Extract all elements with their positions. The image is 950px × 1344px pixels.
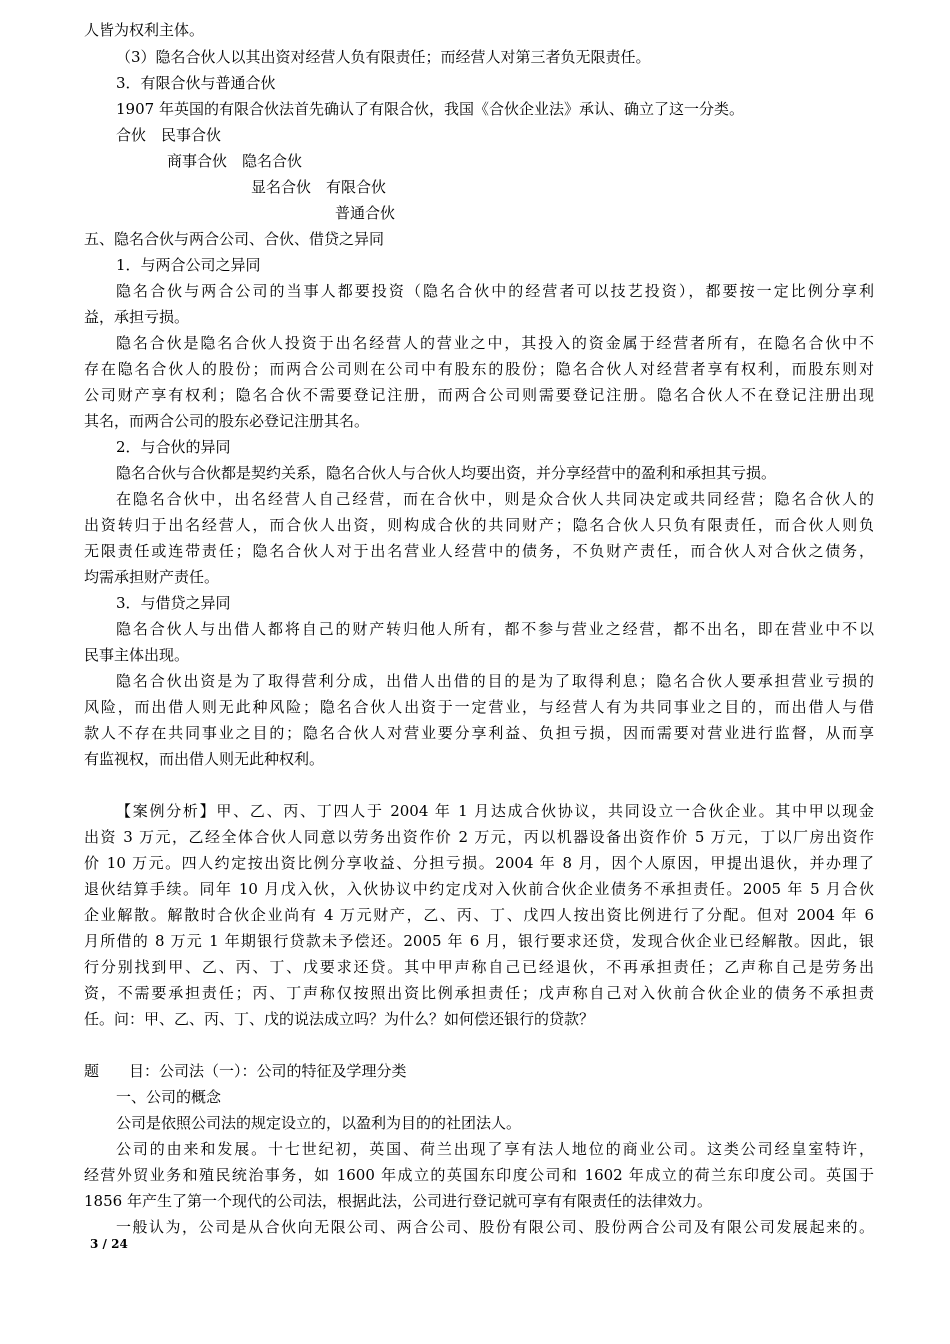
page-number: 3 / 24 [90, 1237, 128, 1251]
section-heading: 3．有限合伙与普通合伙 [116, 74, 276, 92]
text-line: 在隐名合伙中，出名经营人自己经营，而在合伙中，则是众合伙人共同决定或共同经营；隐名合伙人的 [116, 490, 874, 508]
text-line: 存在隐名合伙人的股份；而两合公司则在公司中有股东的股份；隐名合伙人对经营者享有权利，而股东则对 [84, 360, 874, 378]
text-line: 民事主体出现。 [84, 646, 190, 664]
text-line: （3）隐名合伙人以其出资对经营人负有限责任；而经营人对第三者负无限责任。 [116, 48, 651, 66]
text-line: 经营外贸业务和殖民统治事务，如 1600 年成立的英国东印度公司和 1602 年成立的荷兰东印度公司。英国于 [84, 1166, 874, 1184]
text-line: 风险，而出借人则无此种风险；隐名合伙人出资于一定营业，与经营人有为共同事业之目的，而出借人与借 [84, 698, 874, 716]
classification-line: 普通合伙 [335, 204, 396, 222]
classification-line: 商事合伙 隐名合伙 [167, 152, 303, 170]
subsection-heading: 3．与借贷之异同 [116, 594, 231, 612]
classification-line: 显名合伙 有限合伙 [251, 178, 387, 196]
text-line: 款人不存在共同事业之目的；隐名合伙人对营业要分享利益、负担亏损，因而需要对营业进行监督，从而享 [84, 724, 874, 742]
text-line: 出资转归于出名经营人，而合伙人出资，则构成合伙的共同财产；隐名合伙人只负有限责任，而合伙人则负 [84, 516, 874, 534]
text-line: 有监视权，而出借人则无此种权利。 [84, 750, 325, 768]
text-line: 1907 年英国的有限合伙法首先确认了有限合伙，我国《合伙企业法》承认、确立了这一分类。 [116, 100, 744, 118]
text-line: 其名，而两合公司的股东必登记注册其名。 [84, 412, 370, 430]
case-analysis-line: 【案例分析】甲、乙、丙、丁四人于 2004 年 1 月达成合伙协议，共同设立一合伙企业。其中甲以现金 [116, 802, 874, 820]
case-analysis-line: 任。问：甲、乙、丙、丁、戊的说法成立吗？为什么？如何偿还银行的贷款？ [84, 1010, 595, 1028]
case-analysis-line: 退伙结算手续。同年 10 月戊入伙，入伙协议中约定戊对入伙前合伙企业债务不承担责任。2005 年 5 月合伙 [84, 880, 874, 898]
case-analysis-line: 企业解散。解散时合伙企业尚有 4 万元财产，乙、丙、丁、戊四人按出资比例进行了分配。但对 2004 年 6 [84, 906, 874, 924]
topic-title: 题 目：公司法（一）：公司的特征及学理分类 [84, 1062, 407, 1080]
text-line: 1856 年产生了第一个现代的公司法，根据此法，公司进行登记就可享有有限责任的法律效力。 [84, 1192, 712, 1210]
classification-line: 合伙 民事合伙 [116, 126, 222, 144]
text-line: 益，承担亏损。 [84, 308, 190, 326]
text-line: 公司是依照公司法的规定设立的，以盈利为目的的社团法人。 [116, 1114, 522, 1132]
case-analysis-line: 资，不需要承担责任；丙、丁声称仅按照出资比例承担责任；戊声称自己对入伙前合伙企业的债务不承担责 [84, 984, 874, 1002]
text-line: 公司的由来和发展。十七世纪初，英国、荷兰出现了享有法人地位的商业公司。这类公司经皇室特许， [116, 1140, 874, 1158]
text-line: 隐名合伙人与出借人都将自己的财产转归他人所有，都不参与营业之经营，都不出名，即在营业中不以 [116, 620, 874, 638]
text-line: 隐名合伙与合伙都是契约关系，隐名合伙人与合伙人均要出资，并分享经营中的盈利和承担其亏损。 [116, 464, 777, 482]
text-line: 均需承担财产责任。 [84, 568, 220, 586]
text-line: 公司财产享有权利；隐名合伙不需要登记注册，而两合公司则需要登记注册。隐名合伙人不在登记注册出现 [84, 386, 874, 404]
case-analysis-line: 出资 3 万元，乙经全体合伙人同意以劳务出资作价 2 万元，丙以机器设备出资作价 5 万元，丁以厂房出资作 [84, 828, 874, 846]
case-analysis-line: 月所借的 8 万元 1 年期银行贷款未予偿还。2005 年 6 月，银行要求还贷，发现合伙企业已经解散。因此，银 [84, 932, 874, 950]
case-analysis-line: 行分别找到甲、乙、丙、丁、戊要求还贷。其中甲声称自己已经退伙，不再承担责任；乙声称自己是劳务出 [84, 958, 874, 976]
text-line: 人皆为权利主体。 [84, 21, 205, 39]
text-line: 隐名合伙是隐名合伙人投资于出名经营人的营业之中，其投入的资金属于经营者所有，在隐名合伙中不 [116, 334, 874, 352]
text-line: 无限责任或连带责任；隐名合伙人对于出名营业人经营中的债务，不负财产责任，而合伙人对合伙之债务， [84, 542, 874, 560]
section-heading: 五、隐名合伙与两合公司、合伙、借贷之异同 [84, 230, 385, 248]
subsection-heading: 1．与两合公司之异同 [116, 256, 261, 274]
case-analysis-line: 价 10 万元。四人约定按出资比例分享收益、分担亏损。2004 年 8 月，因个人原因，甲提出退伙，并办理了 [84, 854, 874, 872]
subsection-heading: 2．与合伙的异同 [116, 438, 231, 456]
text-line: 一般认为，公司是从合伙向无限公司、两合公司、股份有限公司、股份两合公司及有限公司发展起来的。 [116, 1218, 874, 1236]
text-line: 隐名合伙与两合公司的当事人都要投资（隐名合伙中的经营者可以技艺投资），都要按一定比例分享利 [116, 282, 874, 300]
text-line: 隐名合伙出资是为了取得营利分成，出借人出借的目的是为了取得利息；隐名合伙人要承担营业亏损的 [116, 672, 874, 690]
section-heading: 一、公司的概念 [116, 1088, 222, 1106]
